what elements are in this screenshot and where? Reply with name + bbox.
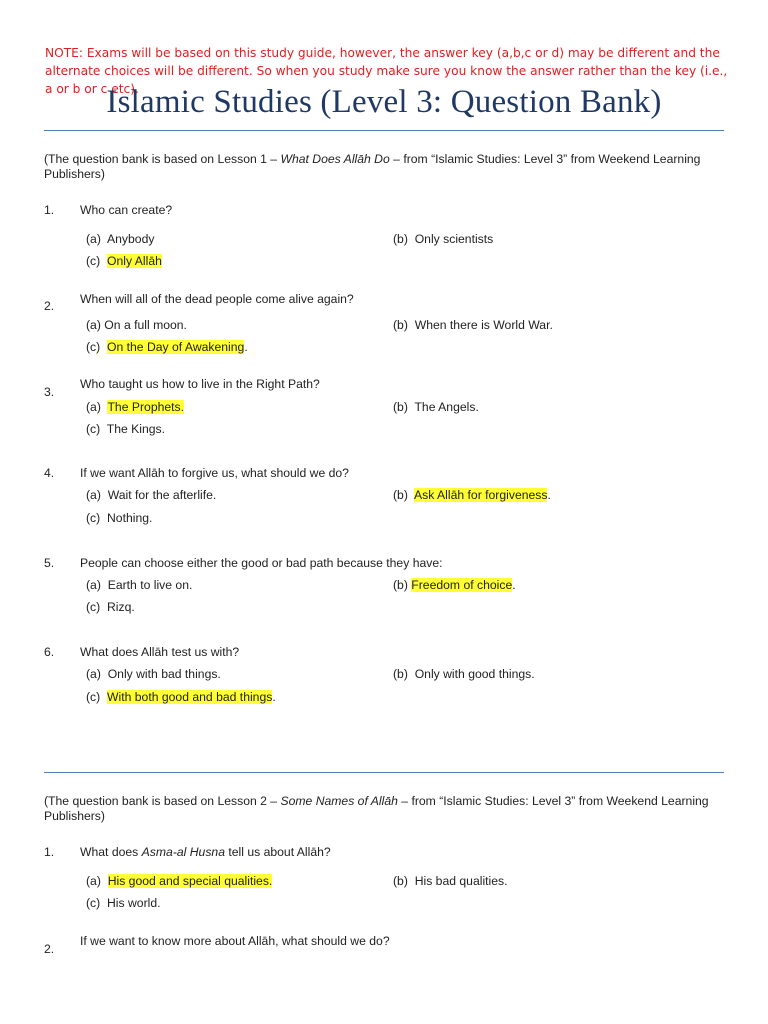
option-c: (c) Nothing.	[86, 511, 153, 525]
question-text: What does Asma-al Husna tell us about Allāh?	[80, 845, 331, 859]
question-text: If we want to know more about Allāh, what should we do?	[80, 934, 390, 948]
question-number: 1.	[44, 203, 55, 217]
question-number: 6.	[44, 645, 55, 659]
option-a: (a) On a full moon.	[86, 318, 187, 332]
question-number: 3.	[44, 385, 55, 399]
option-b: (b) When there is World War.	[393, 318, 553, 332]
title-divider	[44, 130, 724, 131]
option-b: (b) Freedom of choice.	[393, 578, 516, 592]
question-text: Who taught us how to live in the Right Path?	[80, 377, 320, 391]
option-b: (b) Only with good things.	[393, 667, 535, 681]
page-title: Islamic Studies (Level 3: Question Bank)	[106, 84, 662, 120]
correct-answer-highlight: His good and special qualities.	[107, 874, 273, 888]
correct-answer-highlight: With both good and bad things	[107, 690, 273, 704]
question-number: 5.	[44, 556, 55, 570]
option-c: (c) With both good and bad things.	[86, 690, 276, 704]
option-b: (b) Only scientists	[393, 232, 494, 246]
exam-note: NOTE: Exams will be based on this study guide, however, the answer key (a,b,c or d) may be different and the alternate choices will be different. So when you study make sure you know the answer rather than the key (i.e., a or b or c etc).	[45, 46, 728, 96]
option-b: (b) Ask Allāh for forgiveness.	[393, 488, 551, 502]
question-text: If we want Allāh to forgive us, what should we do?	[80, 466, 349, 480]
question-text: What does Allāh test us with?	[80, 645, 240, 659]
question-number: 2.	[44, 299, 55, 313]
section2-intro: (The question bank is based on Lesson 2 – Some Names of Allāh – from “Islamic Studies: Level 3” from Weekend Learning Publishers)	[44, 794, 709, 823]
section-divider	[44, 772, 724, 773]
option-c: (c) Rizq.	[86, 600, 135, 614]
correct-answer-highlight: Freedom of choice	[411, 578, 513, 592]
question-text: People can choose either the good or bad path because they have:	[80, 556, 443, 570]
option-a: (a) Earth to live on.	[86, 578, 193, 592]
option-c: (c) His world.	[86, 896, 161, 910]
question-text: Who can create?	[80, 203, 173, 217]
question-text: When will all of the dead people come alive again?	[80, 292, 354, 306]
correct-answer-highlight: The Prophets.	[107, 400, 185, 414]
option-a: (a) The Prophets.	[86, 400, 185, 414]
option-a: (a) Anybody	[86, 232, 155, 246]
option-b: (b) The Angels.	[393, 400, 479, 414]
correct-answer-highlight: Only Allāh	[107, 254, 162, 268]
section1-intro: (The question bank is based on Lesson 1 – What Does Allāh Do – from “Islamic Studies: Level 3” from Weekend Learning Publishers)	[44, 152, 701, 181]
correct-answer-highlight: Ask Allāh for forgiveness	[414, 488, 548, 502]
option-a: (a) Wait for the afterlife.	[86, 488, 217, 502]
question-number: 2.	[44, 942, 55, 956]
correct-answer-highlight: On the Day of Awakening	[107, 340, 245, 354]
option-c: (c) On the Day of Awakening.	[86, 340, 248, 354]
option-c: (c) The Kings.	[86, 422, 166, 436]
option-a: (a) Only with bad things.	[86, 667, 221, 681]
option-b: (b) His bad qualities.	[393, 874, 508, 888]
question-number: 1.	[44, 845, 55, 859]
option-c: (c) Only Allāh	[86, 254, 162, 268]
question-number: 4.	[44, 466, 55, 480]
option-a: (a) His good and special qualities.	[86, 874, 273, 888]
